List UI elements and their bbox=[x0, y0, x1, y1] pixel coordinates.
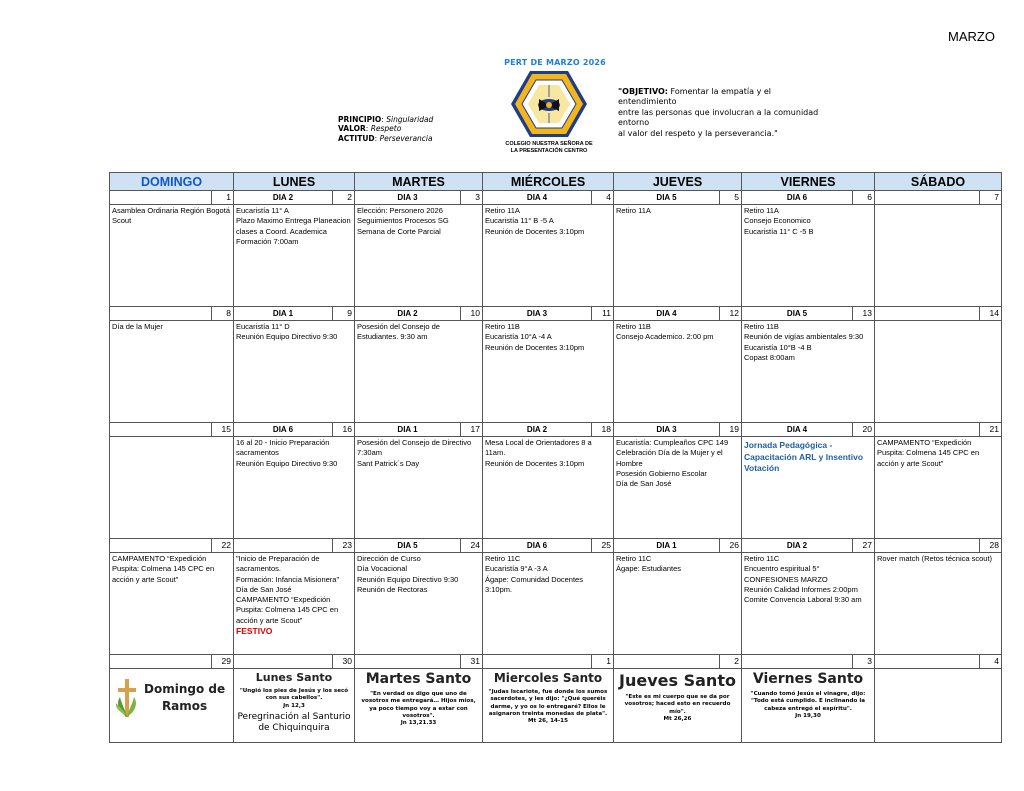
day-cell[interactable] bbox=[483, 539, 614, 655]
day-header bbox=[355, 191, 482, 205]
school-day-label: DIA 4 bbox=[656, 309, 677, 318]
event-item: Reunión de Docentes 3:10pm bbox=[485, 342, 585, 352]
event-list bbox=[875, 205, 1001, 206]
school-day-label bbox=[110, 191, 211, 204]
day-header bbox=[742, 191, 874, 205]
school-day-label: DIA 2 bbox=[272, 193, 294, 202]
day-header bbox=[110, 307, 233, 321]
date-number: 10 bbox=[460, 307, 482, 320]
school-day-label bbox=[110, 539, 211, 552]
date-number: 4 bbox=[591, 191, 613, 204]
weekday-header: VIERNES bbox=[742, 173, 875, 191]
day-cell[interactable] bbox=[110, 307, 234, 423]
date-number: 15 bbox=[211, 423, 233, 436]
day-header bbox=[110, 655, 233, 669]
event-list bbox=[742, 437, 874, 475]
weekday-header: LUNES bbox=[234, 173, 355, 191]
event-list bbox=[234, 205, 354, 247]
weekday-header-row bbox=[110, 173, 1002, 191]
date-number: 8 bbox=[211, 307, 233, 320]
event-list bbox=[110, 553, 233, 585]
event-item: Eucaristía 11° B -5 A bbox=[485, 216, 554, 226]
date-number: 27 bbox=[852, 539, 874, 552]
event-item: Reunión de Rectoras bbox=[357, 584, 428, 594]
event-list bbox=[234, 321, 354, 343]
day-header bbox=[483, 191, 613, 205]
date-number: 18 bbox=[591, 423, 613, 436]
school-day-label: DIA 5 bbox=[397, 541, 418, 550]
event-item: Asamblea Ordinaria Región Bogotá Scout bbox=[112, 206, 230, 226]
day-cell[interactable] bbox=[875, 191, 1002, 307]
bible-reference: Mt 26,26 bbox=[663, 715, 692, 722]
holy-day-block bbox=[355, 669, 482, 727]
day-header bbox=[234, 655, 354, 669]
event-item: Comite Convencia Laboral 9:30 am bbox=[744, 595, 862, 605]
calendar-week-row bbox=[110, 539, 1002, 655]
date-number: 1 bbox=[211, 191, 233, 204]
day-cell[interactable] bbox=[110, 539, 234, 655]
day-cell[interactable] bbox=[875, 539, 1002, 655]
event-item: Semana de Corte Parcial bbox=[357, 226, 441, 236]
day-cell[interactable] bbox=[234, 539, 355, 655]
school-day-label: DIA 6 bbox=[526, 541, 548, 550]
day-cell[interactable] bbox=[742, 307, 875, 423]
weekday-header: MIÉRCOLES bbox=[483, 173, 614, 191]
event-item: Retiro 11A bbox=[485, 206, 520, 215]
day-header bbox=[742, 655, 874, 669]
event-list bbox=[355, 437, 482, 469]
event-list bbox=[614, 321, 741, 343]
holy-day-title: Miercoles Santo bbox=[493, 671, 603, 685]
day-cell[interactable] bbox=[483, 191, 614, 307]
event-item: Peregrinación al Santurio de Chiquinquira bbox=[237, 711, 351, 734]
day-header bbox=[110, 191, 233, 205]
event-item: Reunión Equipo Directivo 9:30 bbox=[357, 574, 459, 584]
event-item: Reunión de Docentes 3:10pm bbox=[485, 458, 585, 468]
event-item: Copast 8:00am bbox=[744, 352, 795, 362]
date-number: 2 bbox=[332, 191, 354, 204]
day-cell[interactable] bbox=[355, 191, 483, 307]
date-number: 7 bbox=[979, 191, 1001, 204]
event-item: Reunión de Docentes 3:10pm bbox=[485, 226, 585, 236]
school-day-label: DIA 5 bbox=[786, 309, 808, 318]
special-event: Jornada Pedagógica - Capacitación ARL y Insentivo Votación bbox=[744, 440, 864, 473]
principle-row: PRINCIPIO: Singularidad bbox=[338, 115, 434, 124]
school-day-label: DIA 2 bbox=[786, 541, 808, 550]
day-cell[interactable] bbox=[355, 423, 483, 539]
date-number: 2 bbox=[719, 655, 741, 668]
school-day-label bbox=[875, 423, 979, 436]
school-day-label bbox=[875, 539, 979, 552]
event-item: CAMPAMENTO “Expedición Puspita: Colmena 145 CPC en acción y arte Scout” bbox=[236, 595, 339, 625]
day-header bbox=[355, 307, 482, 321]
school-day-label bbox=[875, 191, 979, 204]
date-number: 9 bbox=[332, 307, 354, 320]
school-day-label: DIA 2 bbox=[397, 309, 418, 318]
day-header bbox=[875, 539, 1001, 553]
day-cell[interactable] bbox=[742, 423, 875, 539]
event-list bbox=[614, 205, 741, 216]
event-list bbox=[875, 437, 1001, 469]
holy-week-row bbox=[110, 655, 1002, 743]
calendar-week-row bbox=[110, 191, 1002, 307]
day-header bbox=[483, 539, 613, 553]
date-number: 24 bbox=[460, 539, 482, 552]
day-cell[interactable] bbox=[234, 307, 355, 423]
date-number: 11 bbox=[591, 307, 613, 320]
date-number: 1 bbox=[591, 655, 613, 668]
event-item: Eucaristía: Cumpleaños CPC 149 bbox=[616, 438, 729, 447]
date-number: 23 bbox=[332, 539, 354, 552]
holy-day-block bbox=[614, 669, 741, 723]
objective-line: entendimiento bbox=[618, 97, 677, 107]
date-number: 3 bbox=[852, 655, 874, 668]
school-day-label: DIA 3 bbox=[526, 309, 548, 318]
event-item: Día Vocacional bbox=[357, 564, 408, 574]
event-list bbox=[355, 205, 482, 237]
day-cell[interactable] bbox=[110, 423, 234, 539]
day-header bbox=[234, 539, 354, 553]
school-logo bbox=[510, 69, 588, 139]
date-number: 5 bbox=[719, 191, 741, 204]
day-header bbox=[614, 307, 741, 321]
event-list bbox=[110, 205, 233, 227]
event-list bbox=[234, 553, 354, 636]
bible-quote: "Este es mi cuerpo que se da por vosotros; haced esto en recuerdo mío". bbox=[624, 694, 731, 715]
event-item: 16 al 20 - Inicio Preparación sacramentos bbox=[236, 438, 330, 458]
event-item: Mesa Local de Orientadores 8 a 11am. bbox=[485, 438, 592, 458]
date-number: 29 bbox=[211, 655, 233, 668]
day-cell[interactable] bbox=[614, 655, 742, 743]
day-cell[interactable] bbox=[355, 539, 483, 655]
date-number: 4 bbox=[979, 655, 1001, 668]
calendar-week-row bbox=[110, 423, 1002, 539]
event-item: Retiro 11B bbox=[744, 322, 779, 331]
event-item: Ágape: Comunidad Docentes 3:10pm. bbox=[485, 574, 583, 594]
event-item: Ágape: Estudiantes bbox=[616, 564, 682, 574]
day-header bbox=[110, 423, 233, 437]
objective-block bbox=[618, 87, 858, 139]
principle-value: Perseverancia bbox=[379, 133, 433, 143]
day-header bbox=[355, 655, 482, 669]
event-item: Seguimientos Procesos SG bbox=[357, 216, 449, 226]
day-header bbox=[483, 423, 613, 437]
bible-quote: "Ungió los pies de Jesús y los secó con sus cabellos". bbox=[239, 688, 349, 702]
day-header bbox=[614, 539, 741, 553]
school-day-label: DIA 3 bbox=[397, 193, 418, 202]
school-day-label: DIA 3 bbox=[656, 425, 677, 434]
day-cell[interactable] bbox=[483, 655, 614, 743]
objective-line: Fomentar la empatía y el bbox=[670, 87, 772, 96]
day-header bbox=[875, 191, 1001, 205]
day-cell[interactable] bbox=[234, 191, 355, 307]
day-header bbox=[234, 191, 354, 205]
objective-key: "OBJETIVO: bbox=[618, 87, 668, 96]
day-cell[interactable] bbox=[483, 423, 614, 539]
school-day-label bbox=[234, 539, 332, 552]
date-number: 14 bbox=[979, 307, 1001, 320]
holy-day-block bbox=[742, 669, 874, 720]
event-item: CONFESIONES MARZO bbox=[744, 574, 828, 584]
date-number: 25 bbox=[591, 539, 613, 552]
holy-day-title: Martes Santo bbox=[365, 671, 472, 687]
date-number: 22 bbox=[211, 539, 233, 552]
event-list bbox=[875, 321, 1001, 322]
principle-key: VALOR bbox=[338, 124, 366, 134]
event-item: Retiro 11C bbox=[744, 554, 780, 563]
day-header bbox=[742, 423, 874, 437]
day-cell[interactable] bbox=[614, 423, 742, 539]
weekday-header: JUEVES bbox=[614, 173, 742, 191]
day-header bbox=[234, 307, 354, 321]
event-item: Eucaristía 11° D bbox=[236, 322, 290, 331]
school-day-label bbox=[110, 307, 211, 320]
day-header bbox=[355, 423, 482, 437]
school-day-label: DIA 1 bbox=[272, 309, 294, 318]
day-cell[interactable] bbox=[234, 655, 355, 743]
event-item: Retiro 11A bbox=[616, 206, 651, 215]
event-list bbox=[483, 437, 613, 469]
event-item: Retiro 11C bbox=[485, 554, 521, 563]
day-header bbox=[875, 423, 1001, 437]
day-cell[interactable] bbox=[742, 539, 875, 655]
day-header bbox=[614, 191, 741, 205]
day-cell[interactable] bbox=[234, 423, 355, 539]
event-list bbox=[483, 321, 613, 353]
day-cell[interactable] bbox=[614, 307, 742, 423]
event-item: Elección: Personero 2026 bbox=[357, 206, 443, 215]
date-number: 31 bbox=[460, 655, 482, 668]
date-number: 3 bbox=[460, 191, 482, 204]
event-item: Eucaristía 11° C -5 B bbox=[744, 226, 814, 236]
event-list bbox=[742, 321, 874, 363]
weekday-header: DOMINGO bbox=[110, 173, 234, 191]
event-item: Reunión Equipo Directivo 9:30 bbox=[236, 332, 338, 342]
principle-key: PRINCIPIO bbox=[338, 115, 382, 124]
school-day-label: DIA 4 bbox=[786, 425, 808, 434]
objective-line: entre las personas que involucran a la comunidad bbox=[618, 107, 819, 117]
event-item: Posesión Gobierno Escolar bbox=[616, 468, 707, 478]
date-number: 30 bbox=[332, 655, 354, 668]
event-item: CAMPAMENTO “Expedición Puspita: Colmena 145 CPC en acción y arte Scout” bbox=[877, 438, 980, 468]
day-header bbox=[483, 307, 613, 321]
event-item: "Inicio de Preparación de sacramentos. bbox=[236, 554, 320, 574]
event-item: Consejo Academico. 2:00 pm bbox=[616, 332, 714, 342]
event-item: Reunión Calidad Informes 2:00pm bbox=[744, 584, 858, 594]
date-number: 19 bbox=[719, 423, 741, 436]
event-item: Reunión Equipo Directivo 9:30 bbox=[236, 458, 338, 468]
principle-row: ACTITUD: Perseverancia bbox=[338, 133, 433, 143]
day-header bbox=[875, 655, 1001, 669]
calendar-table bbox=[109, 172, 1002, 743]
palm-sunday-block bbox=[110, 669, 233, 719]
event-list bbox=[483, 205, 613, 237]
event-item: Retiro 11B bbox=[485, 322, 520, 331]
day-header bbox=[483, 655, 613, 669]
day-header bbox=[742, 539, 874, 553]
day-cell[interactable] bbox=[110, 655, 234, 743]
event-item: Formación 7:00am bbox=[236, 236, 299, 246]
event-item: Encuentro espiritual 5° bbox=[744, 564, 820, 574]
holy-day-title: Viernes Santo bbox=[752, 671, 864, 687]
day-header bbox=[234, 423, 354, 437]
holy-day-block bbox=[234, 669, 354, 735]
day-header bbox=[875, 307, 1001, 321]
date-number: 17 bbox=[460, 423, 482, 436]
date-number: 28 bbox=[979, 539, 1001, 552]
objective-line: al valor del respeto y la perseverancia." bbox=[618, 128, 778, 138]
event-list bbox=[234, 437, 354, 469]
event-list bbox=[110, 321, 233, 332]
bible-reference: Jn 13,21.33 bbox=[400, 720, 437, 727]
event-list bbox=[355, 321, 482, 343]
school-day-label: DIA 1 bbox=[397, 425, 418, 434]
date-number: 21 bbox=[979, 423, 1001, 436]
month-label: MARZO bbox=[948, 29, 995, 44]
day-cell[interactable] bbox=[355, 655, 483, 743]
school-day-label: DIA 1 bbox=[656, 541, 677, 550]
day-cell[interactable] bbox=[875, 307, 1002, 423]
bible-quote: "Judas Iscariote, fue donde los sumos sacerdotes, y les dijo: "¿Qué queréis darme, y yo os lo entregaré? Ellos le asignaron treinta monedas de plata". Mt 26, 14-15 bbox=[488, 689, 608, 725]
event-item: Eucaristía 11° A bbox=[236, 206, 289, 215]
weekday-header: MARTES bbox=[355, 173, 483, 191]
event-item: Eucaristía 10°B -4 B bbox=[744, 342, 812, 352]
school-day-label bbox=[110, 423, 211, 436]
event-item: CAMPAMENTO “Expedición Puspita: Colmena 145 CPC en acción y arte Scout” bbox=[112, 554, 215, 584]
event-item: Retiro 11A bbox=[744, 206, 779, 215]
date-number: 12 bbox=[719, 307, 741, 320]
school-day-label: DIA 6 bbox=[786, 193, 808, 202]
event-list bbox=[614, 437, 741, 489]
event-item: Consejo Economico bbox=[744, 216, 811, 226]
objective-line: entorno bbox=[618, 118, 650, 128]
bible-quote: "Cuando tomó Jesús el vinagre, dijo: "Todo está cumplido. E inclinando la cabeza entregó el espíritu". bbox=[750, 691, 866, 712]
holy-day-block bbox=[483, 669, 613, 725]
day-cell[interactable] bbox=[742, 191, 875, 307]
pert-title: PERT DE MARZO 2026 bbox=[504, 58, 606, 67]
event-item: Retiro 11B bbox=[616, 322, 651, 331]
day-cell[interactable] bbox=[110, 191, 234, 307]
event-list bbox=[742, 553, 874, 605]
school-day-label bbox=[875, 307, 979, 320]
principle-key: ACTITUD bbox=[338, 133, 375, 143]
event-list bbox=[110, 437, 233, 438]
event-item: Rover match (Retos técnica scout) bbox=[877, 554, 993, 563]
holy-day-title: Jueves Santo bbox=[619, 671, 736, 690]
principle-value: Respeto bbox=[370, 124, 402, 134]
event-list bbox=[875, 553, 1001, 564]
date-number: 20 bbox=[852, 423, 874, 436]
event-item: Retiro 11C bbox=[616, 554, 652, 563]
bible-reference: Jn 19,30 bbox=[795, 712, 821, 719]
school-name: COLEGIO NUESTRA SEÑORA DE LA PRESENTACIÓN CENTRO bbox=[505, 141, 593, 154]
holy-day-title: Lunes Santo bbox=[255, 671, 333, 684]
day-cell[interactable] bbox=[875, 655, 1002, 743]
day-header bbox=[614, 655, 741, 669]
principle-row: VALOR: Respeto bbox=[338, 124, 402, 134]
bible-reference: Jn 12,3 bbox=[283, 702, 305, 709]
day-header bbox=[614, 423, 741, 437]
date-number: 13 bbox=[852, 307, 874, 320]
event-list bbox=[483, 553, 613, 595]
palm-cross-icon bbox=[114, 677, 140, 719]
day-header bbox=[110, 539, 233, 553]
event-list bbox=[614, 553, 741, 575]
date-number: 26 bbox=[719, 539, 741, 552]
event-item: Formación: Infancia Misionera" bbox=[236, 574, 340, 584]
day-cell[interactable] bbox=[742, 655, 875, 743]
bible-quote: "En verdad os digo que uno de vosotros me entregará… Hijos míos, ya poco tiempo voy a estar con vosotros". bbox=[361, 691, 476, 719]
school-day-label: DIA 4 bbox=[526, 193, 548, 202]
day-cell[interactable] bbox=[614, 191, 742, 307]
event-item: Día de la Mujer bbox=[112, 322, 163, 331]
event-item: Posesión del Consejo de Directivo 7:30am bbox=[357, 438, 472, 458]
event-item: Posesión del Consejo de Estudiantes. 9:30 am bbox=[357, 322, 440, 342]
day-cell[interactable] bbox=[483, 307, 614, 423]
event-item: Eucaristía 9°A -3 A bbox=[485, 564, 548, 574]
day-cell[interactable] bbox=[875, 423, 1002, 539]
event-item: Sant Patrick´s Day bbox=[357, 458, 420, 468]
event-item: Reunión de vigías ambientales 9:30 bbox=[744, 332, 864, 342]
day-header bbox=[355, 539, 482, 553]
holiday-label: FESTIVO bbox=[236, 626, 273, 637]
day-cell[interactable] bbox=[614, 539, 742, 655]
date-number: 16 bbox=[332, 423, 354, 436]
event-item: Dirección de Curso bbox=[357, 554, 421, 563]
event-list bbox=[742, 205, 874, 237]
event-list bbox=[355, 553, 482, 595]
school-day-label: DIA 6 bbox=[272, 425, 294, 434]
principles-block bbox=[338, 115, 433, 143]
day-header bbox=[742, 307, 874, 321]
date-number: 6 bbox=[852, 191, 874, 204]
event-item: Día de San José bbox=[616, 479, 672, 489]
principle-value: Singularidad bbox=[386, 115, 434, 124]
event-item: Día de San José bbox=[236, 584, 292, 594]
weekday-header: SÁBADO bbox=[875, 173, 1002, 191]
event-item: Plazo Maximo Entrega Planeacion clases a Coord. Academica bbox=[236, 216, 351, 236]
school-day-label: DIA 5 bbox=[656, 193, 677, 202]
school-day-label: DIA 2 bbox=[526, 425, 548, 434]
event-item: Eucaristía 10°A -4 A bbox=[485, 332, 552, 342]
event-item: Celebración Día de la Mujer y el Hombre bbox=[616, 448, 723, 468]
calendar-week-row bbox=[110, 307, 1002, 423]
day-cell[interactable] bbox=[355, 307, 483, 423]
palm-sunday-title: Domingo de Ramos bbox=[144, 681, 226, 713]
